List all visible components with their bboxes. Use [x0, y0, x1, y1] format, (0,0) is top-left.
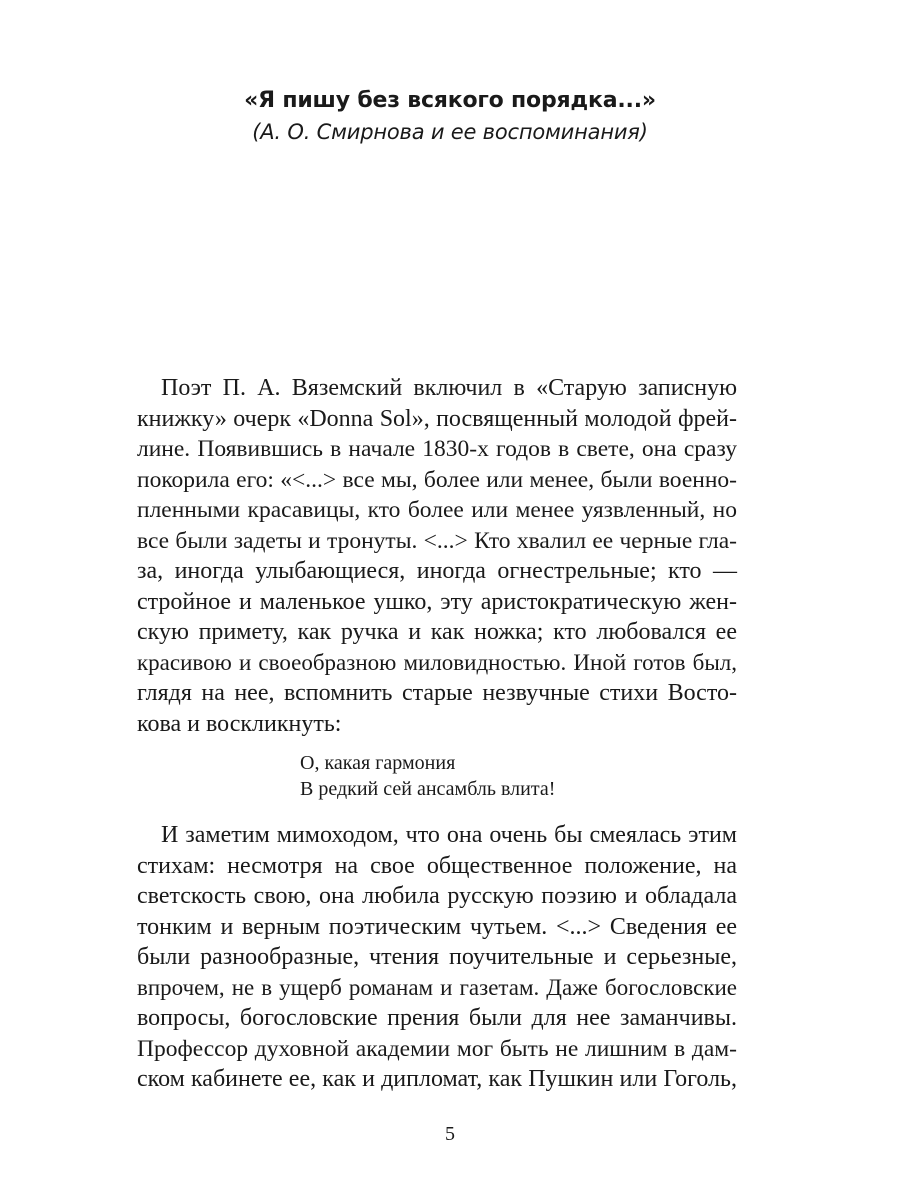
page-number: 5: [445, 1123, 455, 1145]
text-line: светскость свою, она любила русскую поэзию и обладала: [137, 883, 737, 909]
text-line: глядя на нее, вспомнить старые незвучные стихи Восто-: [137, 680, 737, 706]
text-line: пленными красавицы, кто более или менее уязвленный, но: [137, 497, 737, 523]
verse-line: О, какая гармония: [300, 752, 456, 774]
verse-line: В редкий сей ансамбль влита!: [300, 778, 556, 800]
text-line: скую примету, как ручка и как ножка; кто любовался ее: [137, 619, 737, 645]
text-line: были разнообразные, чтения поучительные и серьезные,: [137, 944, 737, 970]
text-line: ском кабинете ее, как и дипломат, как Пушкин или Гоголь,: [137, 1066, 737, 1092]
text-line: вопросы, богословские прения были для нее заманчивы.: [137, 1005, 737, 1031]
verse-quote: [300, 750, 555, 802]
paragraph-1: [137, 373, 737, 739]
text-line: все были задеты и тронуты. <...> Кто хвалил ее черные гла-: [137, 527, 737, 554]
text-line: тонким и верным поэтическим чутьем. <...> Сведения ее: [137, 913, 737, 940]
text-line: за, иногда улыбающиеся, иногда огнестрельные; кто —: [137, 558, 737, 584]
text-line: книжку» очерк «Donna Sol», посвященный молодой фрей-: [137, 405, 737, 432]
text-line: красивою и своеобразною миловидностью. Иной готов был,: [137, 649, 737, 675]
chapter-title: «Я пишу без всякого порядка...»: [244, 88, 656, 113]
text-line: Поэт П. А. Вяземский включил в «Старую записную: [161, 375, 737, 401]
chapter-subtitle: (А. О. Смирнова и ее воспоминания): [252, 120, 648, 144]
text-line: покорила его: «<...> все мы, более или менее, были военно-: [137, 466, 737, 493]
text-line: Профессор духовной академии мог быть не лишним в дам-: [137, 1035, 737, 1062]
text-line: стройное и маленькое ушко, эту аристократическую жен-: [137, 588, 737, 615]
text-line: И заметим мимоходом, что она очень бы смеялась этим: [161, 822, 737, 848]
text-line: стихам: несмотря на свое общественное положение, на: [137, 852, 737, 879]
paragraph-2: [137, 820, 737, 1095]
text-line: впрочем, не в ущерб романам и газетам. Даже богословские: [137, 974, 737, 1000]
text-line: кова и воскликнуть:: [137, 710, 342, 737]
text-line: лине. Появившись в начале 1830-х годов в свете, она сразу: [137, 436, 737, 462]
